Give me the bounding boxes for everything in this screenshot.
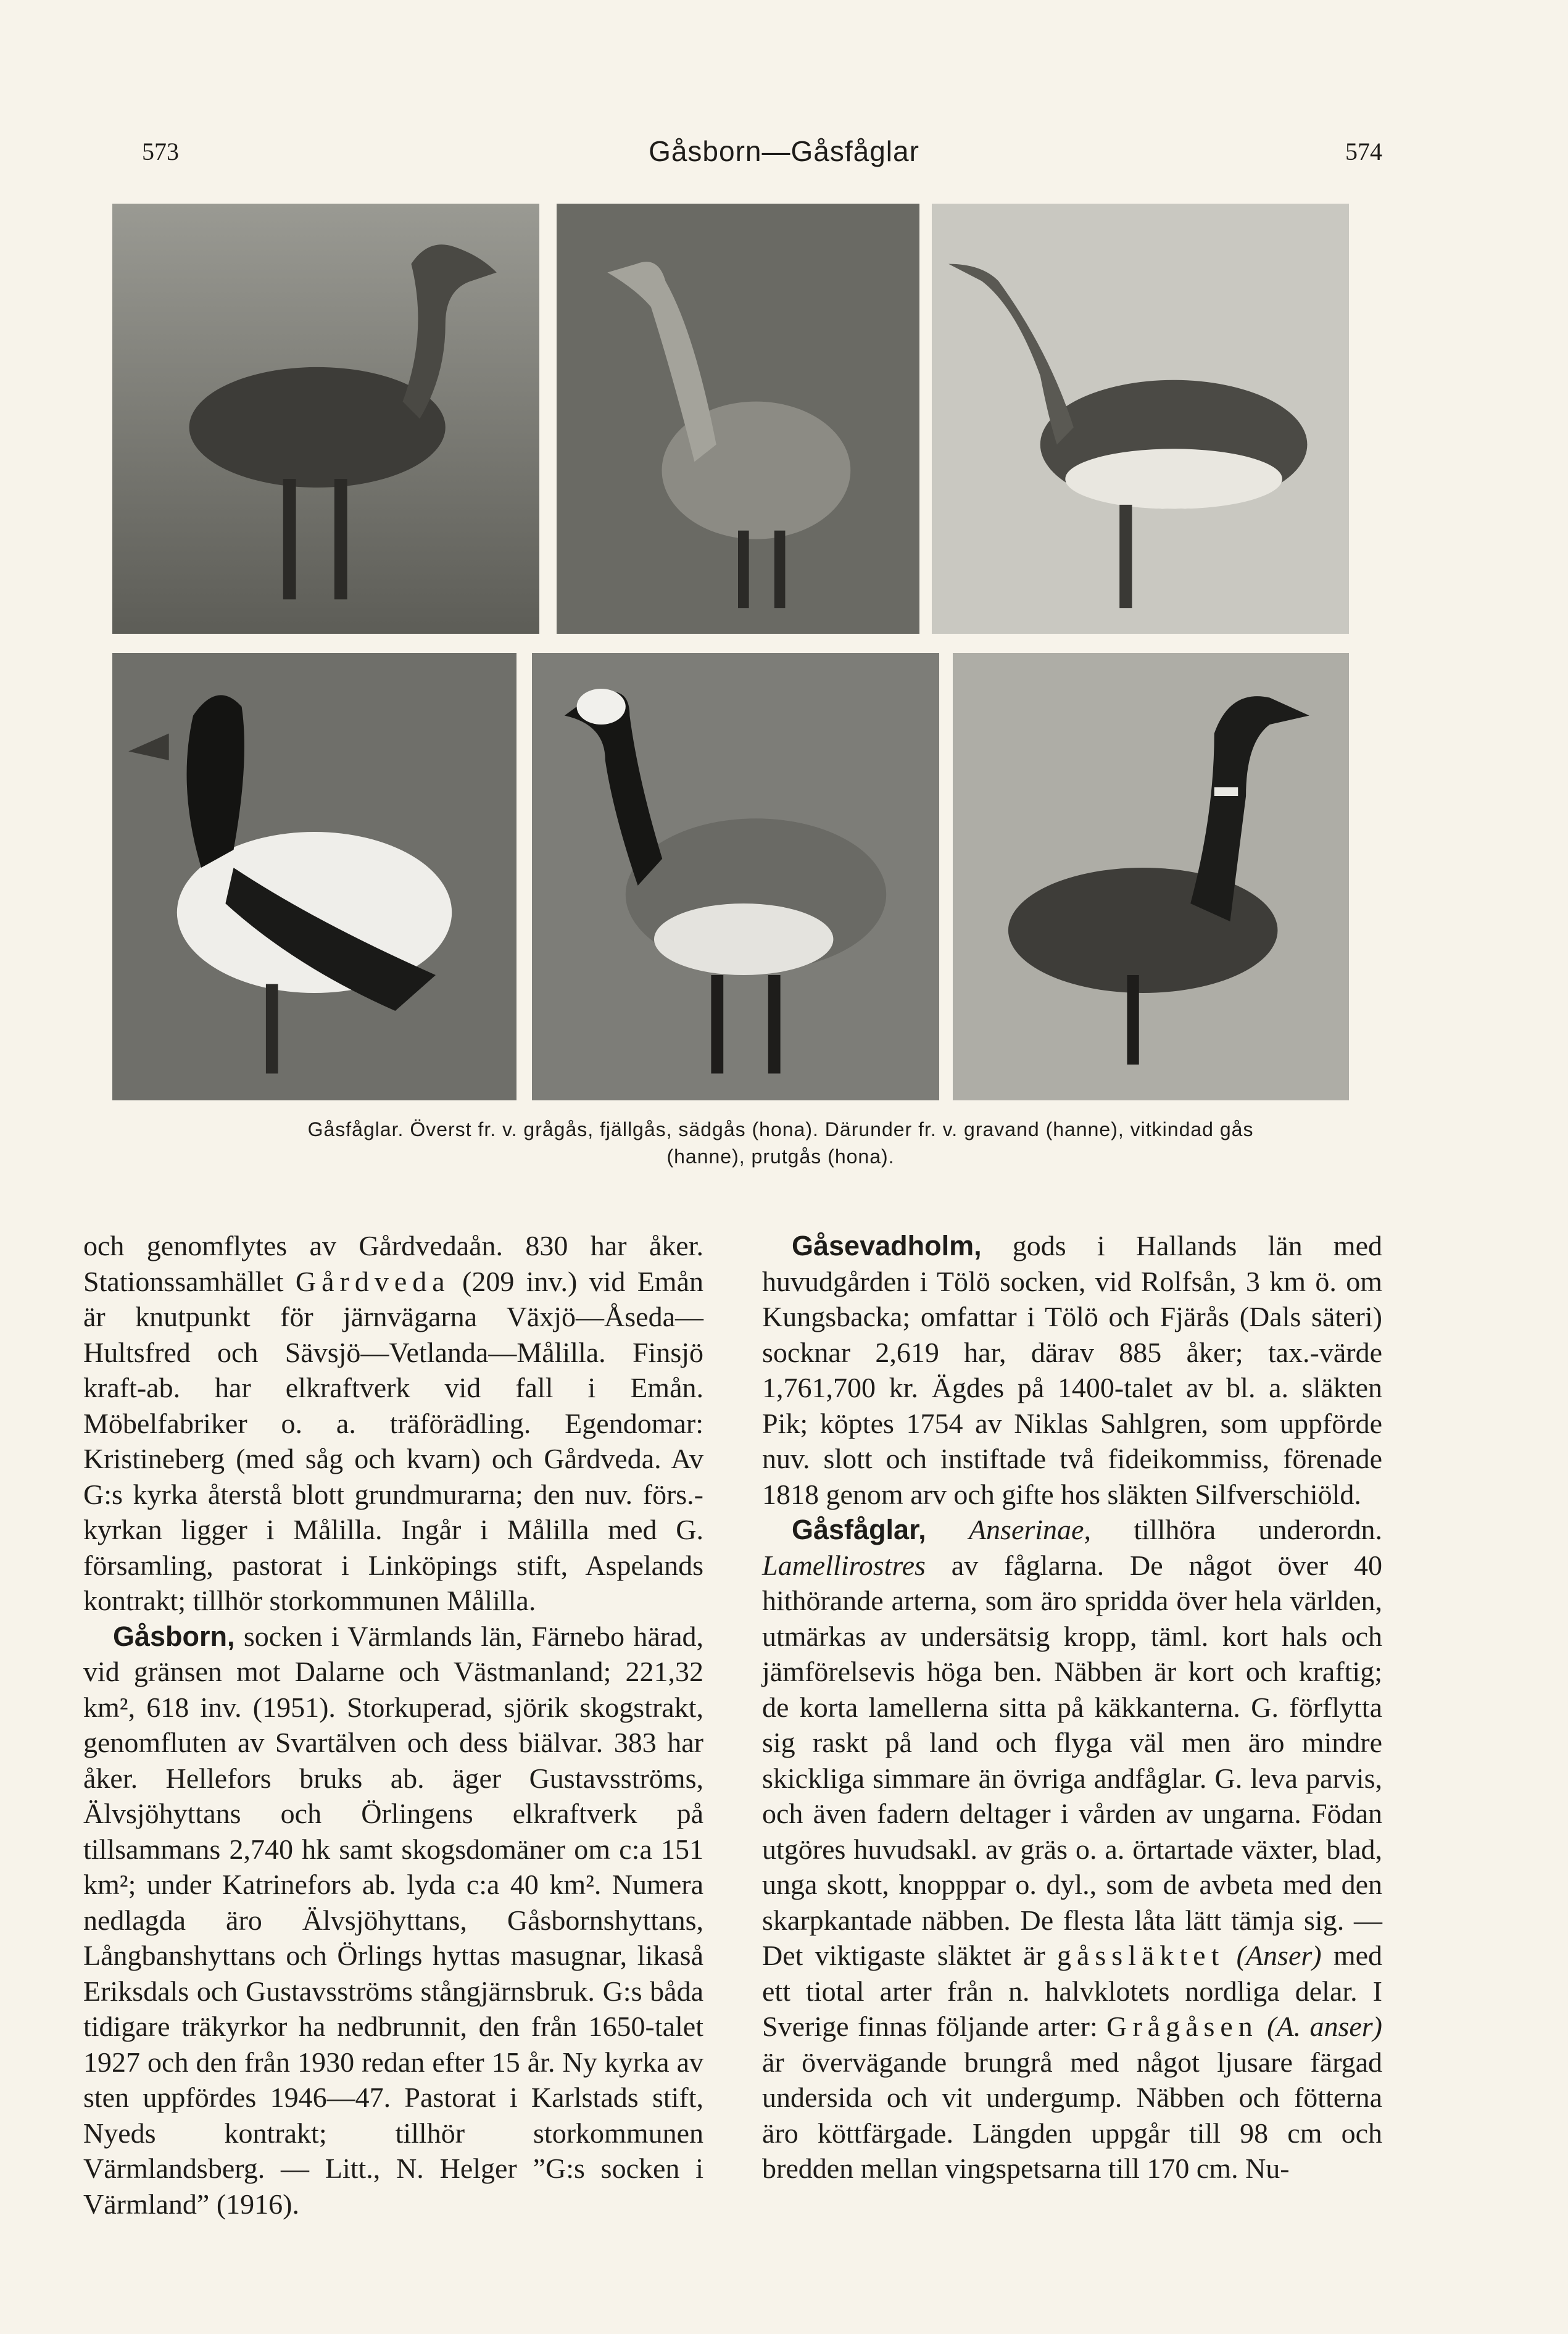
paragraph-gardveda: och genomflytes av Gårdvedaån. 830 har åker. Stationssamhället Gårdveda (209 inv.) vid Emån är knutpunkt för järnvägarna Växjö—Åseda—Hultsfred och Sävsjö—Vetlanda—Målilla. Finsjö kraft-ab. har elkraftverk vid fall i Emån. Möbelfabriker o. a. träförädling. Egendomar: Kristineberg (med såg och kvarn) och Gårdveda. Av G:s kyrka återstå blott grundmurarna; den nuv. förs.-kyrkan ligger i Målilla. Ingår i Målilla med G. församling, pastorat i Linköpings stift, Aspelands kontrakt; tillhör storkommunen Målilla. [83,1230,704,1616]
left-column [83,1228,703,2222]
goose-photo-icon [932,204,1349,634]
photo-barnacle-goose [532,653,939,1100]
caption-line-2: (hanne), prutgås (hona). [666,1145,895,1168]
photo-brant-goose [953,653,1349,1100]
spaced-word: Grågåsen [1106,2011,1258,2042]
goose-photo-icon [112,204,539,634]
right-column [762,1228,1382,2187]
entry-heading: Gåsborn, [113,1620,235,1652]
entry-gasevadholm: Gåsevadholm, gods i Hallands län med huvudgården i Tölö socken, vid Rolfsån, 3 km ö. om Kungsbacka; omfattar i Tölö och Fjärås (Dals säteri) socknar 2,619 har, därav 885 åker; tax.-värde 1,761,700 kr. Ägdes på 1400-talet av bl. a. släkten Pik; köptes 1754 av Niklas Sahlgren, som uppförde nuv. slott och instiftade två fideikommiss, förenade 1818 genom arv och gifte hos släkten Silfverschiöld. [762,1230,1382,1510]
entry-heading: Gåsevadholm, [792,1230,982,1261]
goose-photo-icon [532,653,939,1100]
entry-gasfaglar: Gåsfåglar, Anserinae, tillhöra underordn. Lamellirostres av fåglarna. De något över 40 hithörande arterna, som äro spridda över hela världen, utmärkas av undersätsig kropp, täml. kort hals och jämförelsevis höga ben. Näbben är kort och kraftig; de korta lamellerna sitta på käkkanterna. G. förflytta sig raskt på land och flyga väl men äro mindre skickliga simmare än övriga andfåglar. G. leva parvis, och även fadern deltager i vården av ungarna. Födan utgöres huvudsakl. av gräs o. a. örtartade växter, blad, unga skott, knopppar o. dyl., som de avbeta med den skarpkantade näbben. De flesta låta lätt tämja sig. — Det viktigaste släktet är gåssläktet (Anser) med ett tiotal arter från n. halvklotets nordliga delar. I Sverige finnas följande arter: Grågåsen (A. anser) är övervägande brungrå med något ljusare färgad undersida och vit undergump. Näbben och fötterna äro köttfärgade. Längden uppgår till 98 cm och bredden mellan vingspetsarna till 170 cm. Nu- [762,1514,1383,2184]
running-title: Gåsborn—Gåsfåglar [649,135,919,167]
photo-greylag-goose [112,204,539,634]
figure-caption [130,1116,1432,1170]
spaced-word: Gårdveda [295,1265,450,1297]
caption-line-1: Gåsfåglar. Överst fr. v. grågås, fjällgås, sädgås (hona). Därunder fr. v. gravand (hanne), vitkindad gås [307,1118,1254,1140]
page-number-left: 573 [142,138,179,165]
duck-photo-icon [112,653,516,1100]
page-header [0,137,1568,186]
entry-gasborn: Gåsborn, socken i Värmlands län, Färnebo härad, vid gränsen mot Dalarne och Västmanland; 221,32 km², 618 inv. (1951). Storkuperad, sjörik skogstrakt, genomfluten av Svartälven och dess biälvar. 383 har åker. Hellefors bruks ab. äger Gustavsströms, Älvsjöhyttans och Örlingens elkraftverk på tillsammans 2,740 hk samt skogsdomäner om c:a 151 km²; under Katrinefors ab. lyda c:a 40 km². Numera nedlagda äro Älvsjöhyttans, Gåsbornshyttans, Långbanshyttans och Örlings hyttas masugnar, likaså Eriksdals och Gustavsströms stångjärnsbruk. G:s båda tidigare träkyrkor ha nedbrunnit, den från 1650-talet 1927 och den från 1930 redan efter 15 år. Ny kyrka av sten uppfördes 1946—47. Pastorat i Karlstads stift, Nyeds kontrakt; tillhör storkommunen Värmlandsberg. — Litt., N. Helger ”G:s socken i Värmland” (1916). [83,1620,703,2220]
photo-lesser-white-fronted-goose [557,204,919,634]
page-number-right: 574 [1345,138,1382,165]
entry-heading: Gåsfåglar, [792,1514,926,1545]
spaced-word: gåssläktet [1056,1940,1225,1971]
goose-photo-icon [557,204,919,634]
photo-bean-goose [932,204,1349,634]
goose-photo-icon [953,653,1349,1100]
photo-shelduck [112,653,516,1100]
